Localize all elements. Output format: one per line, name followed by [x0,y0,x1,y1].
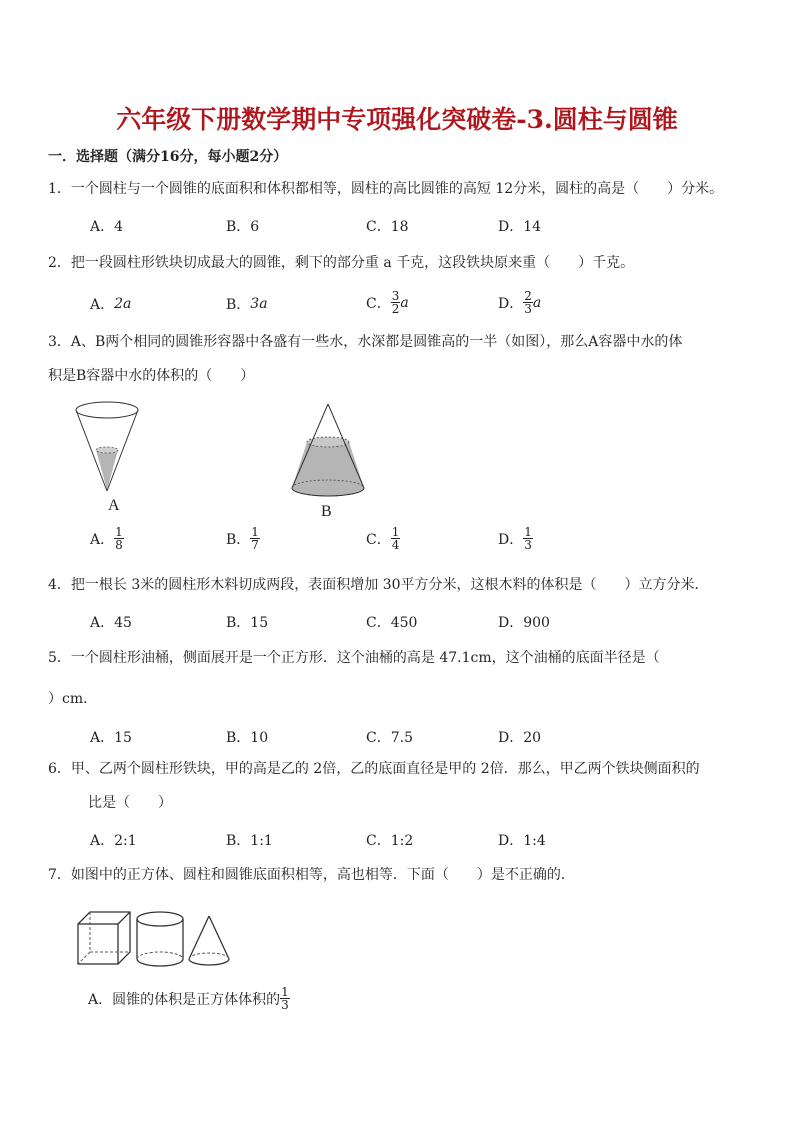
fraction: $\frac{1}{4}$ [391,525,400,552]
fraction: $\frac{1}{8}$ [115,525,123,552]
q4-option-a[interactable]: A．45 [90,615,132,631]
q2-option-c[interactable]: C． $\frac{3}{2}$ a [366,289,409,316]
question-2: 2．把一段圆柱形铁块切成最大的圆锥，剩下的部分重 a 千克，这段铁块原来重（ ）千克。 [48,255,635,271]
question-6-line-1: 6．甲、乙两个圆柱形铁块，甲的高是乙的 2倍，乙的底面直径是甲的 2倍．那么，甲乙两个铁块侧面积的 [48,761,700,777]
question-4: 4．把一根长 3米的圆柱形木料切成两段，表面积增加 30平方分米，这根木料的体积是（ ）立方分米． [48,577,709,593]
q3-option-a[interactable]: A． $\frac{1}{8}$ [90,525,123,552]
page-title: 六年级下册数学期中专项强化突破卷-3.圆柱与圆锥 [116,105,678,134]
cone-figure [186,914,232,968]
q3-option-c[interactable]: C． $\frac{1}{4}$ [366,525,400,552]
q6-option-d[interactable]: D．1:4 [498,833,546,849]
fraction: $\frac{1}{7}$ [251,525,259,552]
q5-option-a[interactable]: A．15 [90,730,132,746]
question-6-line-2: 比是（ ） [88,795,172,811]
q6-option-b[interactable]: B．1:1 [226,833,273,849]
q4-option-b[interactable]: B．15 [226,615,269,631]
cone-a-label: A [108,497,120,514]
q2-option-d[interactable]: D． $\frac{2}{3}$ a [498,289,542,316]
q1-option-c[interactable]: C．18 [366,219,409,235]
q3-option-b[interactable]: B． $\frac{1}{7}$ [226,525,259,552]
q2-option-a[interactable]: A． 2a [90,296,132,313]
q5-option-b[interactable]: B．10 [226,730,269,746]
cone-b-label: B [321,503,332,520]
q5-option-d[interactable]: D．20 [498,730,542,746]
q5-option-c[interactable]: C．7.5 [366,730,413,746]
question-5-line-1: 5．一个圆柱形油桶，侧面展开是一个正方形．这个油桶的高是 47.1cm，这个油桶的底面半径是（ [48,650,660,666]
q1-option-d[interactable]: D．14 [498,219,542,235]
cylinder-figure [134,910,186,968]
section-heading: 一．选择题（满分16分，每小题2分） [48,149,288,165]
question-1: 1．一个圆柱与一个圆锥的底面积和体积都相等，圆柱的高比圆锥的高短 12分米，圆柱的高是（ ）分米。 [48,181,724,197]
cone-b-figure [286,402,370,498]
q2-option-b[interactable]: B． 3a [226,296,268,313]
cube-figure [76,910,132,968]
cone-a-figure [72,398,142,496]
question-3-line-1: 3．A、B两个相同的圆锥形容器中各盛有一些水，水深都是圆锥高的一半（如图），那么A容器中水的体 [48,334,683,350]
q1-option-b[interactable]: B．6 [226,219,260,235]
q7-option-a[interactable]: A．圆锥的体积是正方体体积的 $\frac{1}{3}$ [88,985,289,1012]
fraction: $\frac{3}{2}$ [391,289,400,316]
q6-option-a[interactable]: A．2:1 [90,833,137,849]
question-3-line-2: 积是B容器中水的体积的（ ） [48,368,255,384]
q4-option-d[interactable]: D．900 [498,615,550,631]
q6-option-c[interactable]: C．1:2 [366,833,414,849]
fraction: $\frac{2}{3}$ [524,289,532,316]
question-7: 7．如图中的正方体、圆柱和圆锥底面积相等，高也相等．下面（ ）是不正确的． [48,867,575,883]
q1-option-a[interactable]: A．4 [90,219,124,235]
fraction: $\frac{1}{3}$ [281,985,289,1012]
question-5-line-2: ）cm． [48,691,98,707]
fraction: $\frac{1}{3}$ [524,525,532,552]
q3-option-d[interactable]: D． $\frac{1}{3}$ [498,525,532,552]
q4-option-c[interactable]: C．450 [366,615,418,631]
